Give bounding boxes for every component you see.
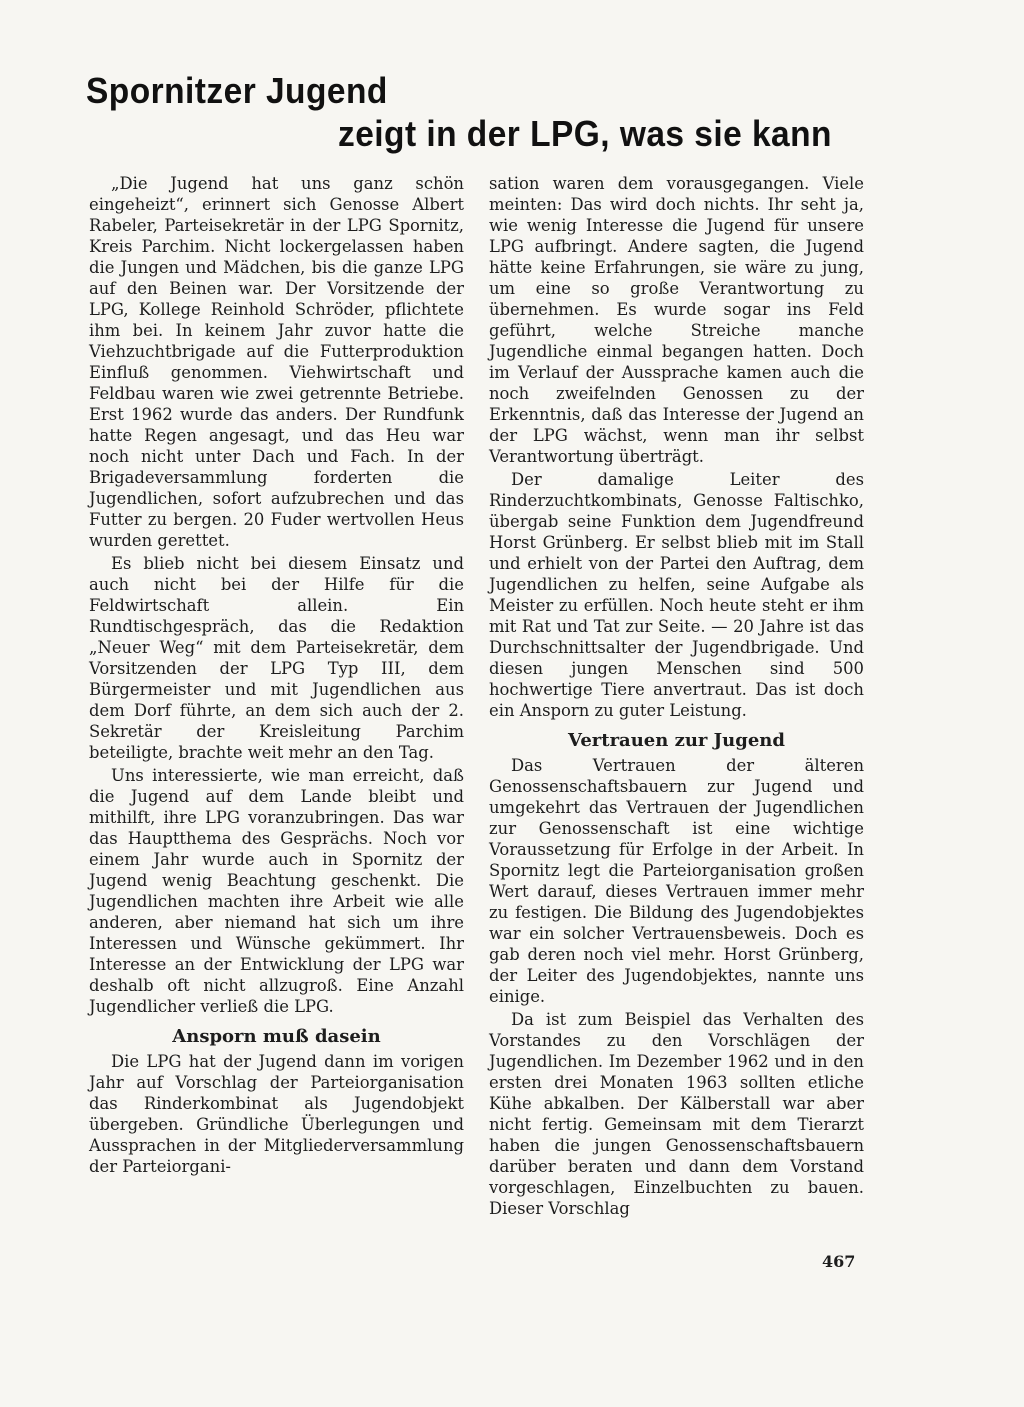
section-heading: Vertrauen zur Jugend: [568, 730, 785, 751]
headline-line-2: zeigt in der LPG, was sie kann: [338, 113, 832, 154]
page-number: 467: [822, 1252, 856, 1271]
paragraph: „Die Jugend hat uns ganz schön eingeheizt“, erinnert sich Genosse Albert Rabeler, Parteisekretär in der LPG Spornitz, Kreis Parchim. Nicht lockergelassen haben die Jungen und Mädchen, bis die ganze LPG auf den Beinen war. Der Vorsitzende der LPG, Kollege Reinhold Schröder, pflichtete ihm bei. In keinem Jahr zuvor hatte die Viehzuchtbrigade auf die Futterproduktion Einfluß genommen. Viehwirtschaft und Feldbau waren wie zwei getrennte Betriebe. Erst 1962 wurde das anders. Der Rundfunk hatte Regen angesagt, und das Heu war noch nicht unter Dach und Fach. In der Brigadeversammlung forderten die Jugendlichen, sofort aufzubrechen und das Futter zu bergen. 20 Fuder wertvollen Heus wurden gerettet.: [89, 174, 464, 550]
paragraph: Da ist zum Beispiel das Verhalten des Vorstandes zu den Vorschlägen der Jugendlichen. Im Dezember 1962 und in den ersten drei Monaten 1963 sollten etliche Kühe abkalben. Der Kälberstall war aber nicht fertig. Gemeinsam mit dem Tierarzt haben die jungen Genossenschaftsbauern darüber beraten und dann dem Vorstand vorgeschlagen, Einzelbuchten zu bauen. Dieser Vorschlag: [489, 1010, 864, 1218]
paragraph: sation waren dem vorausgegangen. Viele meinten: Das wird doch nichts. Ihr seht ja, wie wenig Interesse die Jugend für unsere LPG aufbringt. Andere sagten, die Jugend hätte keine Erfahrungen, sie wäre zu jung, um eine so große Verantwortung zu übernehmen. Es wurde sogar ins Feld geführt, welche Streiche manche Jugendliche einmal begangen hatten. Doch im Verlauf der Aussprache kamen auch die noch zweifelnden Genossen zu der Erkenntnis, daß das Interesse der Jugend an der LPG wächst, wenn man ihr selbst Verantwortung überträgt.: [489, 174, 864, 466]
paragraph: Es blieb nicht bei diesem Einsatz und auch nicht bei der Hilfe für die Feldwirtschaft allein. Ein Rundtischgespräch, das die Redaktion „Neuer Weg“ mit dem Parteisekretär, dem Vorsitzenden der LPG Typ III, dem Bürgermeister und mit Jugendlichen aus dem Dorf führte, an dem sich auch der 2. Sekretär der Kreisleitung Parchim beteiligte, brachte weit mehr an den Tag.: [89, 554, 464, 762]
article-column-right: [489, 173, 864, 1221]
paragraph: Das Vertrauen der älteren Genossenschaftsbauern zur Jugend und umgekehrt das Vertrauen der Jugendlichen zur Genossenschaft ist eine wichtige Voraussetzung für Erfolge in der Arbeit. In Spornitz legt die Parteiorganisation großen Wert darauf, dieses Vertrauen immer mehr zu festigen. Die Bildung des Jugendobjektes war ein solcher Vertrauensbeweis. Doch es gab deren noch viel mehr. Horst Grünberg, der Leiter des Jugendobjektes, nannte uns einige.: [489, 756, 864, 1006]
paragraph: Uns interessierte, wie man erreicht, daß die Jugend auf dem Lande bleibt und mithilft, ihre LPG voranzubringen. Das war das Hauptthema des Gesprächs. Noch vor einem Jahr wurde auch in Spornitz der Jugend wenig Beachtung geschenkt. Die Jugendlichen machten ihre Arbeit wie alle anderen, aber niemand hat sich um ihre Interessen und Wünsche gekümmert. Ihr Interesse an der Entwicklung der LPG war deshalb oft nicht allzugroß. Eine Anzahl Jugendlicher verließ die LPG.: [89, 766, 464, 1016]
paragraph: Die LPG hat der Jugend dann im vorigen Jahr auf Vorschlag der Parteiorganisation das Rinderkombinat als Jugendobjekt übergeben. Gründliche Überlegungen und Aussprachen in der Mitgliederversammlung der Parteiorgani-: [89, 1052, 464, 1176]
paragraph: Der damalige Leiter des Rinderzuchtkombinats, Genosse Faltischko, übergab seine Funktion dem Jugendfreund Horst Grünberg. Er selbst blieb mit im Stall und erhielt von der Partei den Auftrag, dem Jugendlichen zu helfen, seine Aufgabe als Meister zu erfüllen. Noch heute steht er ihm mit Rat und Tat zur Seite. — 20 Jahre ist das Durchschnittsalter der Jugendbrigade. Und diesen jungen Menschen sind 500 hochwertige Tiere anvertraut. Das ist doch ein Ansporn zu guter Leistung.: [489, 470, 864, 720]
article-column-left: [89, 173, 464, 1179]
section-heading: Ansporn muß dasein: [172, 1026, 381, 1047]
headline-line-1: Spornitzer Jugend: [86, 70, 388, 111]
